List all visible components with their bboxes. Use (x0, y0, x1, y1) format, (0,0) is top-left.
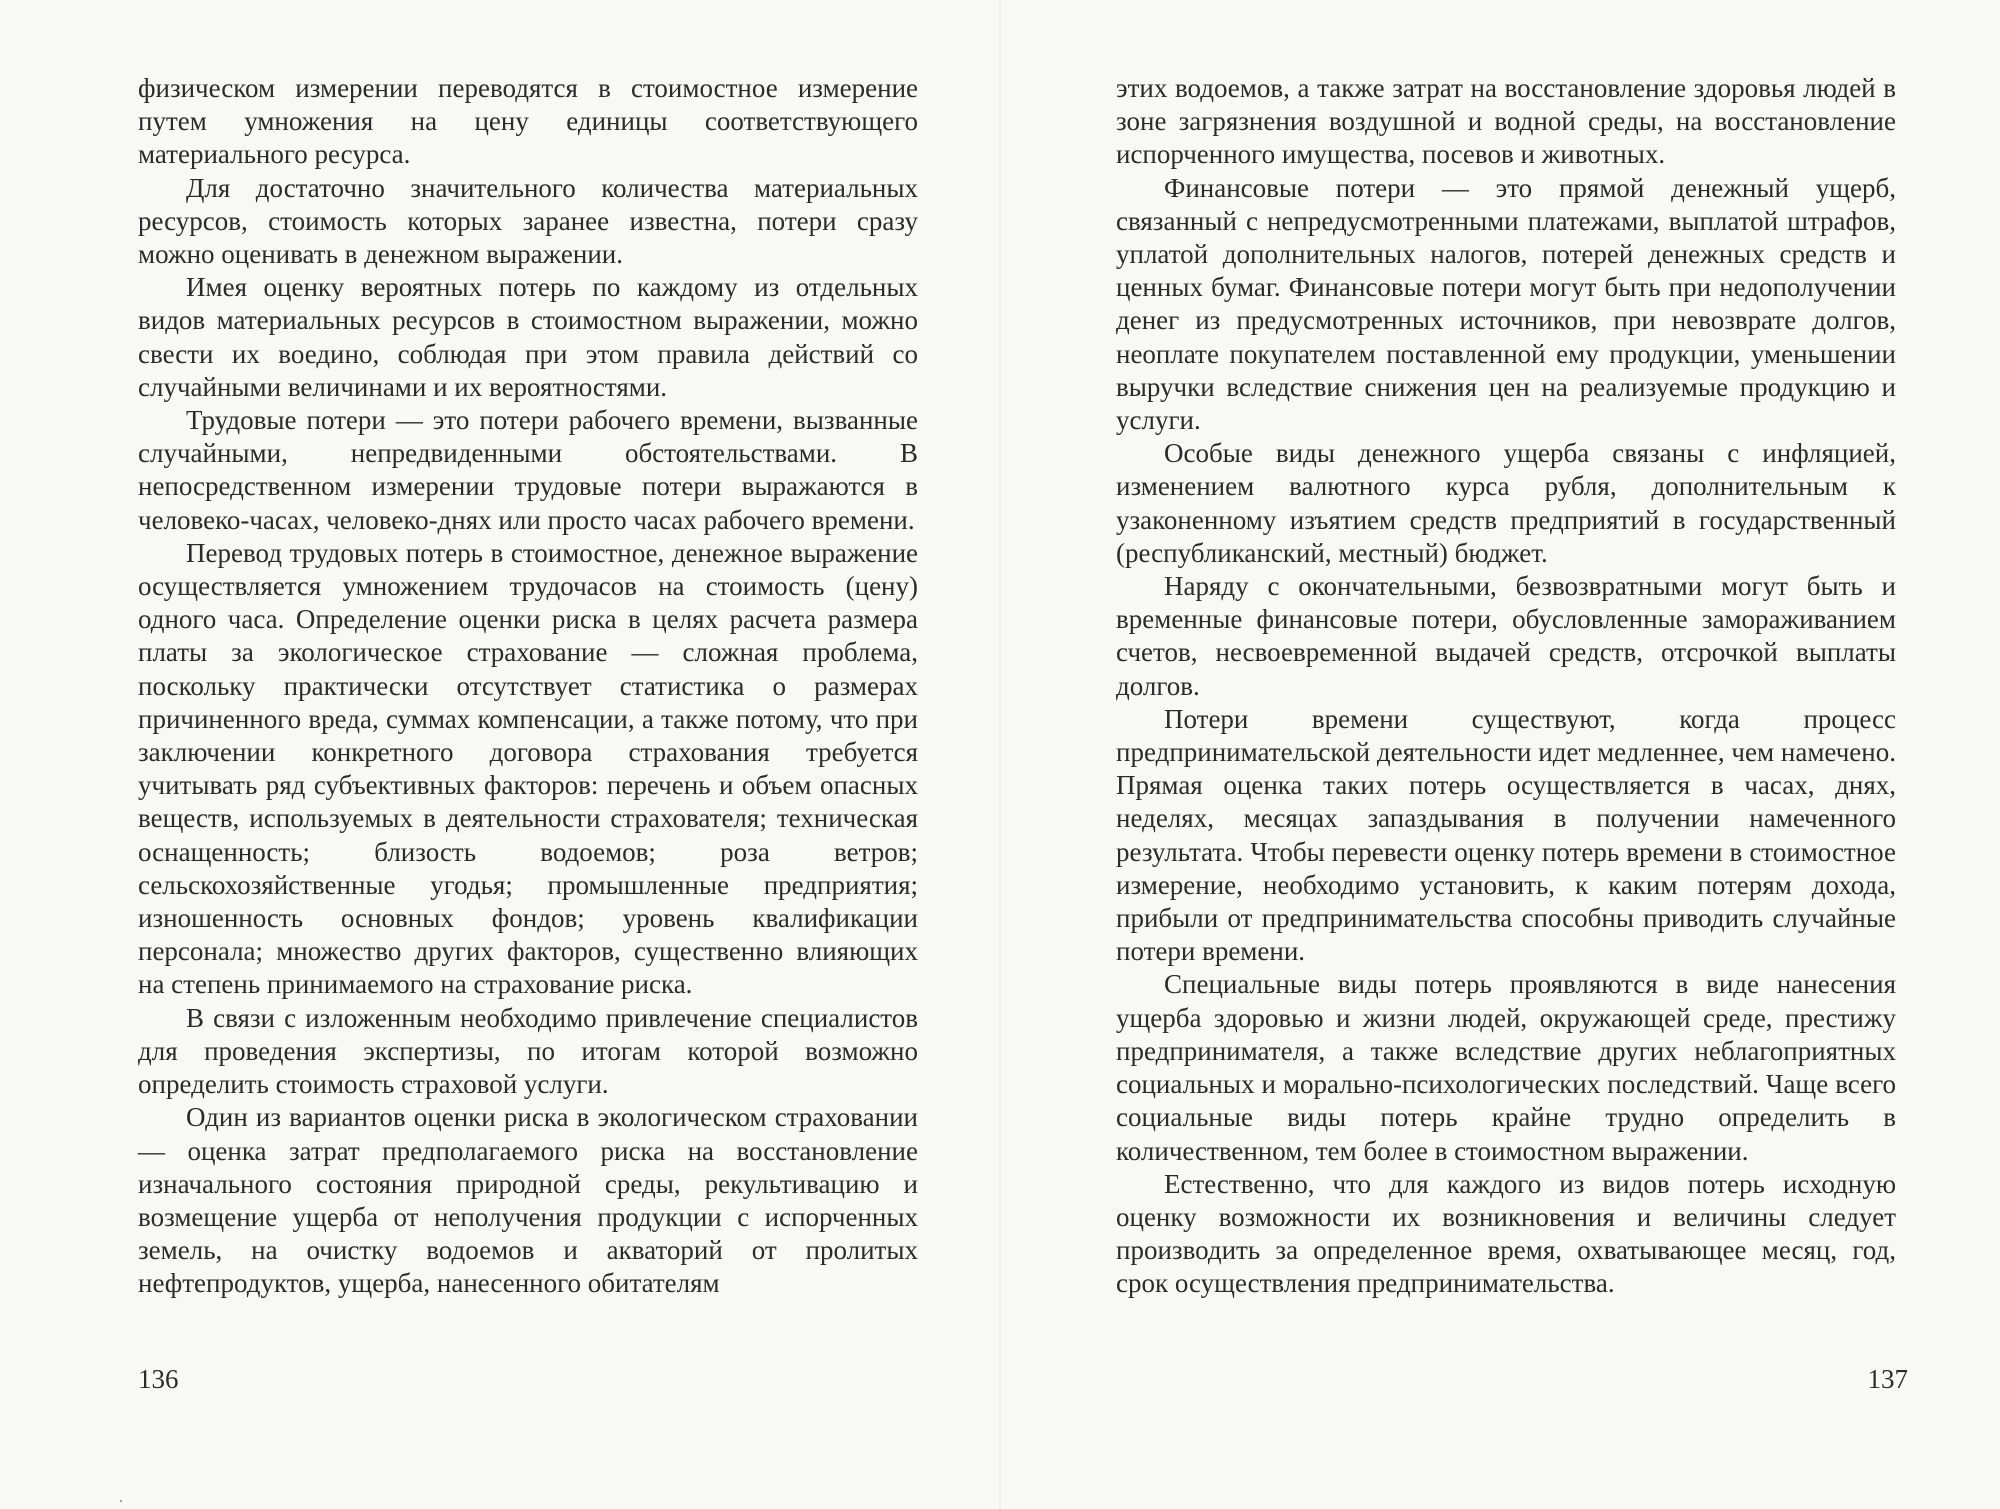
left-paragraph-7: Один из вариантов оценки риска в экологическом страховании — оценка затрат предполагаемого риска на восстановление изначального состояния природной среды, рекультивацию и возмещение ущерба от неполучения продукции с испорченных земель, на очистку водоемов и акваторий от пролитых нефтепродуктов, ущерба, нанесенного обитателям (138, 1102, 918, 1299)
left-page-number: 136 (138, 1364, 179, 1394)
right-paragraph-1: этих водоемов, а также затрат на восстановление здоровья людей в зоне загрязнения воздушной и водной среды, на восстановление испорченного имущества, посевов и животных. (1116, 73, 1896, 170)
right-paragraph-4: Наряду с окончательными, безвозвратными могут быть и временные финансовые потери, обусловленные замораживанием счетов, несвоевременной выдачей средств, отсрочкой выплаты долгов. (1116, 571, 1896, 701)
right-page-number: 137 (1867, 1364, 1908, 1394)
right-paragraph-7: Естественно, что для каждого из видов потерь исходную оценку возможности их возникновения и величины следует производить за определенное время, охватывающее месяц, год, срок осуществления предпринимательства. (1116, 1168, 1896, 1299)
left-paragraph-4: Трудовые потери — это потери рабочего времени, вызванные случайными, непредвиденными обстоятельствами. В непосредственном измерении трудовые потери выражаются в человеко-часах, человеко-днях или просто часах рабочего времени. (138, 405, 918, 535)
right-paragraph-6: Специальные виды потерь проявляются в виде нанесения ущерба здоровью и жизни людей, окружающей среде, престижу предпринимателя, а также вследствие других неблагоприятных социальных и морально-психологических последствий. Чаще всего социальные виды потерь крайне трудно определить в количественном, тем более в стоимостном выражении. (1116, 969, 1896, 1166)
left-paragraph-5: Перевод трудовых потерь в стоимостное, денежное выражение осуществляется умножением трудочасов на стоимость (цену) одного часа. Определение оценки риска в целях расчета размера платы за экологическое страхование — сложная проблема, поскольку практически отсутствует статистика о размерах причиненного вреда, суммах компенсации, а также потому, что при заключении конкретного договора страхования требуется учитывать ряд субъективных факторов: перечень и объем опасных веществ, используемых в деятельности страхователя; техническая оснащенность; близость водоемов; роза ветров; сельскохозяйственные угодья; промышленные предприятия; изношенность основных фондов; уровень квалификации персонала; множество других факторов, существенно влияющих на степень принимаемого на страхование риска. (138, 537, 918, 1000)
left-page-text (138, 72, 918, 1301)
right-page (1000, 0, 2000, 1509)
right-page-text (1116, 72, 1896, 1301)
left-paragraph-3: Имея оценку вероятных потерь по каждому из отдельных видов материальных ресурсов в стоимостном выражении, можно свести их воедино, соблюдая при этом правила действий со случайными величинами и их вероятностями. (138, 272, 918, 402)
left-paragraph-1: физическом измерении переводятся в стоимостное измерение путем умножения на цену единицы соответствующего материального ресурса. (138, 73, 918, 170)
right-paragraph-2: Финансовые потери — это прямой денежный ущерб, связанный с непредусмотренными платежами, выплатой штрафов, уплатой дополнительных налогов, потерей денежных средств и ценных бумаг. Финансовые потери могут быть при недополучении денег из предусмотренных источников, при невозврате долгов, неоплате покупателем поставленной ему продукции, уменьшении выручки вследствие снижения цен на реализуемые продукцию и услуги. (1116, 172, 1896, 436)
left-paragraph-2: Для достаточно значительного количества материальных ресурсов, стоимость которых заранее известна, потери сразу можно оценивать в денежном выражении. (138, 172, 918, 270)
left-paragraph-6: В связи с изложенным необходимо привлечение специалистов для проведения экспертизы, по итогам которой возможно определить стоимость страховой услуги. (138, 1002, 918, 1100)
right-paragraph-5: Потери времени существуют, когда процесс предпринимательской деятельности идет медленнее, чем намечено. Прямая оценка таких потерь осуществляется в часах, днях, неделях, месяцах запаздывания в получении намеченного результата. Чтобы перевести оценку потерь времени в стоимостное измерение, необходимо установить, к каким потерям дохода, прибыли от предпринимательства способны приводить случайные потери времени. (1116, 703, 1896, 967)
right-paragraph-3: Особые виды денежного ущерба связаны с инфляцией, изменением валютного курса рубля, дополнительным к узаконенному изъятием средств предприятий в государственный (республиканский, местный) бюджет. (1116, 438, 1896, 568)
paper-speck (120, 1500, 122, 1502)
